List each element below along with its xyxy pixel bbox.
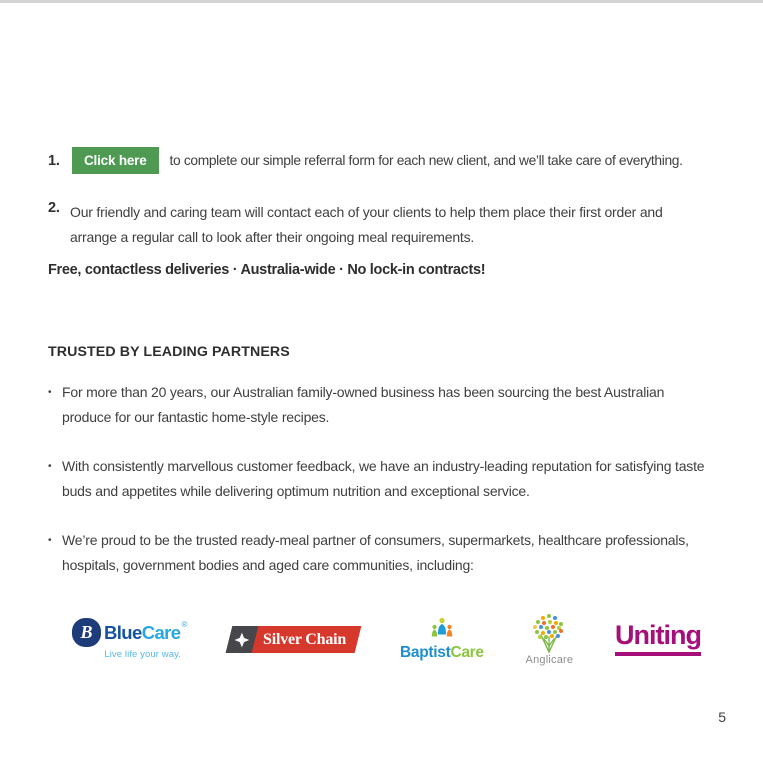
uniting-logo xyxy=(615,622,701,656)
baptistcare-word-care: Care xyxy=(450,644,484,661)
uniting-wordmark: Uniting xyxy=(615,622,701,656)
step-2-text: Our friendly and caring team will contact each of your clients to help them place their first order and arrange a regular call to look after their ongoing meal requirements. xyxy=(70,204,663,245)
bullet-marker: • xyxy=(48,387,52,398)
bullet-marker: • xyxy=(48,461,52,472)
list-item xyxy=(48,380,708,430)
bluecare-wordmark xyxy=(72,618,187,647)
click-here-button[interactable]: Click here xyxy=(72,147,159,174)
delivery-highlight-text: Free, contactless deliveries · Australia-wide · No lock-in contracts! xyxy=(48,262,486,278)
anglicare-tree-icon xyxy=(527,612,571,654)
list-item xyxy=(48,528,708,578)
baptistcare-logo xyxy=(400,616,484,662)
bullet-marker: • xyxy=(48,535,52,546)
bluecare-word-care: Care xyxy=(141,621,181,643)
step-2-number: 2. xyxy=(48,200,60,216)
step-1-text: to complete our simple referral form for each new client, and we’ll take care of everything. xyxy=(169,153,683,168)
silverchain-cross-icon xyxy=(234,631,250,647)
anglicare-logo xyxy=(526,612,574,666)
page-top-border xyxy=(0,0,763,3)
bullet-text: With consistently marvellous customer feedback, we have an industry-leading reputation for satisfying taste buds and appetites while delivering optimum nutrition and exceptional service. xyxy=(62,458,705,499)
partner-logos-row xyxy=(72,603,701,675)
baptistcare-wordmark xyxy=(400,644,484,662)
silverchain-badge xyxy=(226,626,259,653)
baptistcare-word-baptist: Baptist xyxy=(400,644,451,661)
list-item xyxy=(48,454,708,504)
partners-bullet-list xyxy=(48,380,708,602)
baptistcare-people-icon xyxy=(426,616,458,643)
silverchain-wordmark: Silver Chain xyxy=(263,630,347,647)
bluecare-logo xyxy=(72,618,187,660)
bullet-text: We’re proud to be the trusted ready-meal partner of consumers, supermarkets, healthcare professionals, hospitals, government bodies and aged care communities, including: xyxy=(62,532,689,573)
referral-step-1 xyxy=(48,147,683,174)
silverchain-logo xyxy=(226,626,362,653)
bullet-text: For more than 20 years, our Australian family-owned business has been sourcing the best Australian produce for our fantastic home-style recipes. xyxy=(62,384,665,425)
partners-section-heading: TRUSTED BY LEADING PARTNERS xyxy=(48,344,290,360)
page-number: 5 xyxy=(718,709,726,725)
step-1-number: 1. xyxy=(48,152,60,169)
anglicare-wordmark: Anglicare xyxy=(525,654,574,666)
bluecare-tagline: Live life your way. xyxy=(104,649,182,660)
referral-step-2 xyxy=(48,200,710,250)
bluecare-ribbon-icon: B xyxy=(72,618,101,647)
bluecare-word-blue: Blue xyxy=(104,621,142,643)
registered-trademark-mark: ® xyxy=(181,620,188,629)
